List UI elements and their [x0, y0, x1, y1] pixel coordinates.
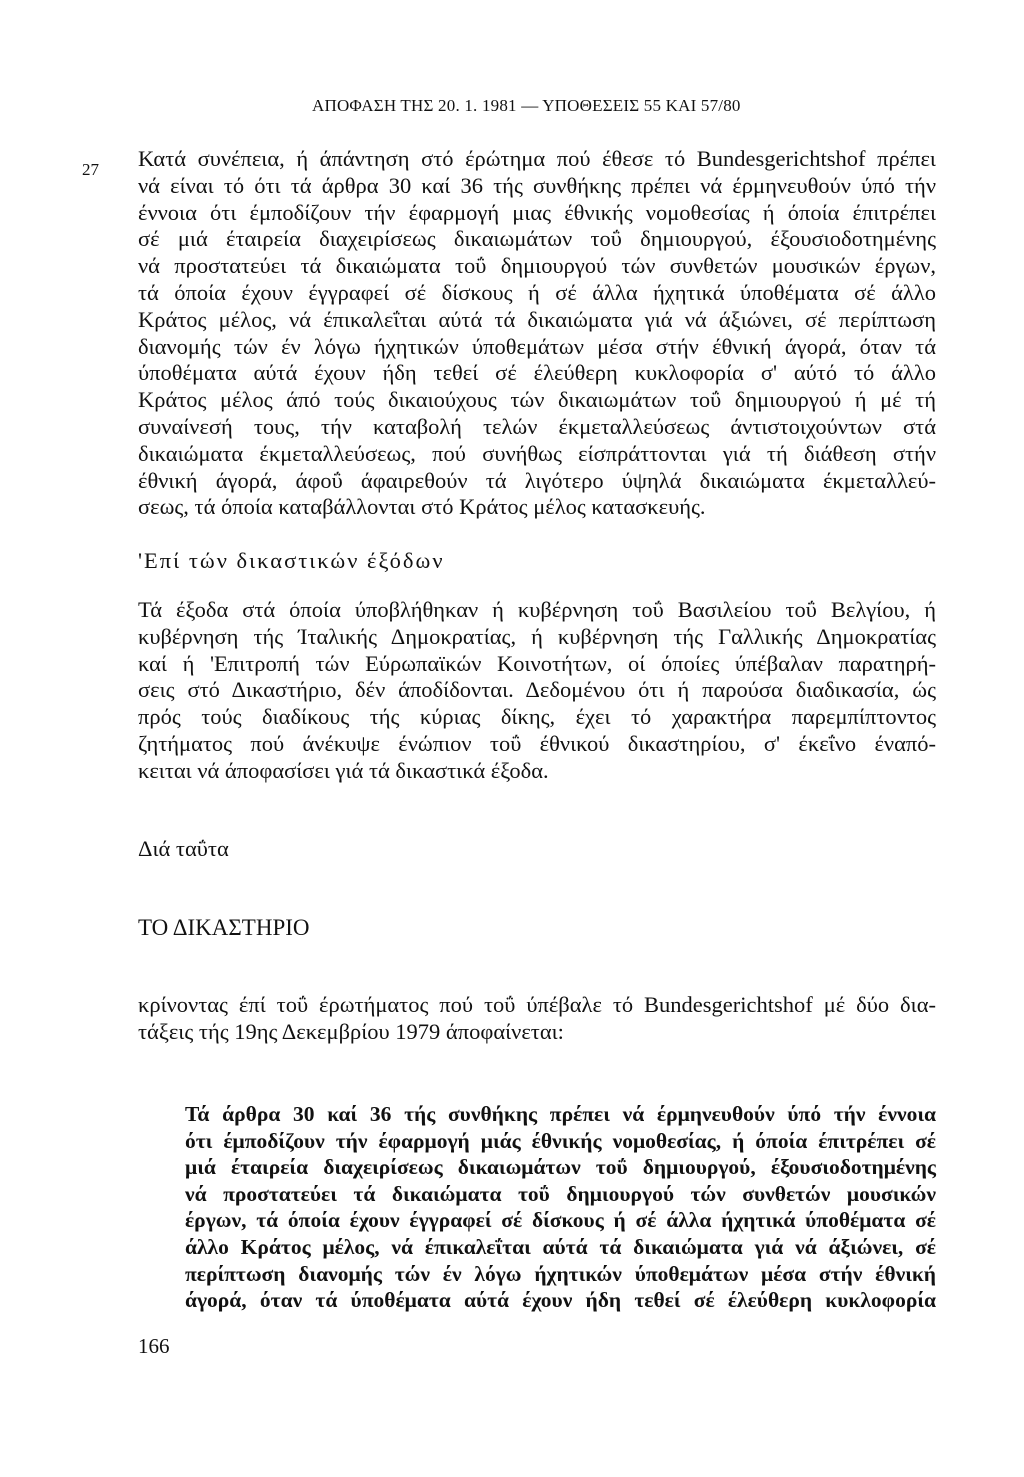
text-line: ότι έμποδίζουν τήν έφαρμογή μιάς έθνικής νομοθεσίας, ή όποία έπιτρέπει σέ — [185, 1128, 936, 1153]
text-line: συναίνεσή τους, τήν καταβολή τελών έκμεταλλεύσεως άντιστοιχούντων στά — [138, 413, 936, 439]
text-line: Κατά συνέπεια, ή άπάντηση στό έρώτημα πού έθεσε τό Bundesgerichtshof πρέπει — [138, 146, 936, 171]
text-line: τά όποία έχουν έγγραφεί σέ δίσκους ή σέ άλλα ήχητικά ύποθέματα σέ άλλο — [138, 279, 936, 305]
text-line: σεως, τά όποία καταβάλλονται στό Κράτος μέλος κατασκευής. — [138, 494, 706, 520]
text-line: έργων, τά όποία έχουν έγγραφεί σέ δίσκους ή σέ άλλα ήχητικά ύποθέματα σέ — [185, 1208, 936, 1233]
text-line: έννοια ότι έμποδίζουν τήν έφαρμογή μιας έθνικής νομοθεσίας ή όποία έπιτρέπει — [138, 199, 936, 225]
text-line: έθνική άγορά, άφοΰ άφαιρεθούν τά λιγότερο ύψηλά δικαιώματα έκμεταλλεύ- — [138, 467, 936, 493]
court-title: ΤΟ ΔΙΚΑΣΤΗΡΙΟ — [138, 915, 310, 940]
text-line: σέ μιά έταιρεία διαχειρίσεως δικαιωμάτων τοΰ δημιουργού, έξουσιοδοτημένης — [138, 226, 936, 252]
text-line: ζητήματος πού άνέκυψε ένώπιον τοΰ έθνικού δικαστηρίου, σ' έκεΐνο έναπό- — [138, 730, 936, 756]
paragraph-27 — [138, 146, 936, 521]
running-header: ΑΠΟΦΑΣΗ ΤΗΣ 20. 1. 1981 — ΥΠΟΘΕΣΕΙΣ 55 ΚΑΙ 57/80 — [312, 96, 741, 115]
paragraph-number: 27 — [82, 160, 99, 179]
text-line: τάξεις τής 19ης Δεκεμβρίου 1979 άποφαίνεται: — [138, 1018, 564, 1044]
text-line: κρίνοντας έπί τοΰ έρωτήματος πού τοΰ ύπέβαλε τό Bundesgerichtshof μέ δύο δια- — [138, 992, 936, 1017]
text-line: δικαιώματα έκμεταλλεύσεως, πού συνήθως είσπράττονται γιά τή διάθεση στήν — [138, 440, 936, 466]
text-line: Κράτος μέλος άπό τούς δικαιούχους τών δικαιωμάτων τοΰ δημιουργού ή μέ τή — [138, 387, 936, 413]
text-line: κειται νά άποφασίσει γιά τά δικαστικά έξοδα. — [138, 757, 549, 783]
text-line: άγορά, όταν τά ύποθέματα αύτά έχουν ήδη τεθεί σέ έλεύθερη κυκλοφορία — [185, 1288, 936, 1313]
text-line: μιά έταιρεία διαχειρίσεως δικαιωμάτων τοΰ δημιουργού, έξουσιοδοτημένης — [185, 1155, 936, 1180]
text-line: Τά άρθρα 30 καί 36 τής συνθήκης πρέπει νά έρμηνευθούν ύπό τήν έννοια — [185, 1102, 936, 1126]
costs-heading: 'Επί τών δικαστικών έξόδων — [138, 548, 445, 573]
text-line: διανομής τών έν λόγω ήχητικών ύποθεμάτων μέσα στήν έθνική άγορά, όταν τά — [138, 333, 936, 359]
text-line: νά προστατεύει τά δικαιώματα τοΰ δημιουργού τών συνθετών μουσικών — [185, 1181, 936, 1206]
text-line: άλλο Κράτος μέλος, νά έπικαλεΐται αύτά τά δικαιώματα γιά νά άξιώνει, σέ — [185, 1234, 936, 1259]
text-line: νά προστατεύει τά δικαιώματα τοΰ δημιουργού τών συνθετών μουσικών έργων, — [138, 253, 936, 279]
text-line: πρός τούς διαδίκους τής κύριας δίκης, έχει τό χαρακτήρα παρεμπίπτοντος — [138, 704, 936, 730]
ruling-paragraph — [138, 992, 936, 1046]
text-line: κυβέρνηση τής Ίταλικής Δημοκρατίας, ή κυβέρνηση τής Γαλλικής Δημοκρατίας — [138, 623, 936, 649]
text-line: περίπτωση διανομής τών έν λόγω ήχητικών ύποθεμάτων μέσα στήν έθνική — [185, 1261, 936, 1286]
dia-tauta-heading: Διά ταΰτα — [138, 836, 229, 861]
text-line: ύποθέματα αύτά έχουν ήδη τεθεί σέ έλεύθερη κυκλοφορία σ' αύτό τό άλλο — [138, 360, 936, 386]
text-line: Κράτος μέλος, νά έπικαλεΐται αύτά τά δικαιώματα γιά νά άξιώνει, σέ περίπτωση — [138, 306, 936, 332]
text-line: καί ή 'Επιτροπή τών Εύρωπαϊκών Κοινοτήτων, οί όποίες ύπέβαλαν παρατηρή- — [138, 650, 936, 676]
operative-part — [185, 1101, 936, 1314]
costs-paragraph — [138, 597, 936, 785]
text-line: νά είναι τό ότι τά άρθρα 30 καί 36 τής συνθήκης πρέπει νά έρμηνευθούν ύπό τήν — [138, 172, 936, 198]
text-line: σεις στό Δικαστήριο, δέν άποδίδονται. Δεδομένου ότι ή παρούσα διαδικασία, ώς — [138, 677, 936, 703]
page-number: 166 — [138, 1334, 170, 1358]
text-line: Τά έξοδα στά όποία ύποβλήθηκαν ή κυβέρνηση τοΰ Βασιλείου τοΰ Βελγίου, ή — [138, 597, 936, 622]
